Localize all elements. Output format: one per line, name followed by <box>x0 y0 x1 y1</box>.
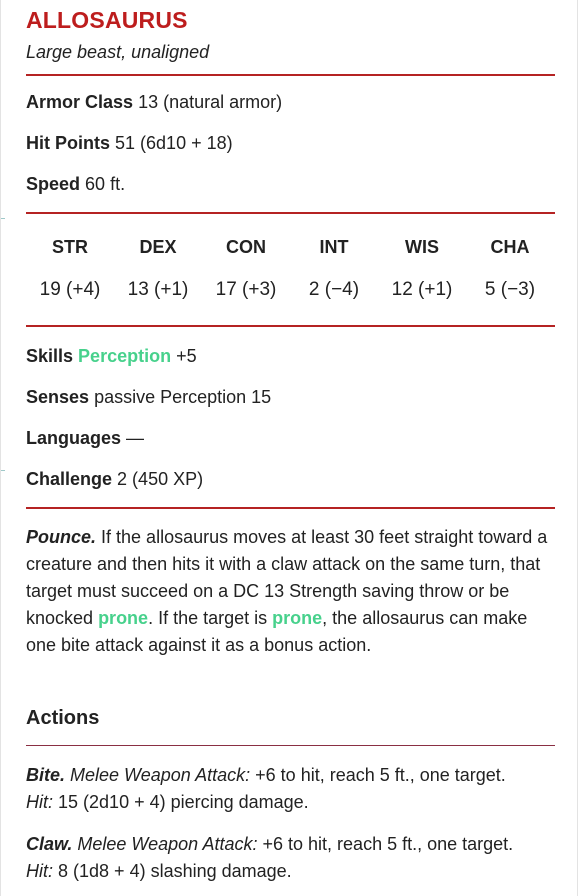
languages-value: — <box>126 428 145 448</box>
ability-score-str: 19 (+4) <box>39 279 101 300</box>
hit-text: 8 (1d8 + 4) slashing damage. <box>58 861 292 881</box>
ability-score-cha: 5 (−3) <box>484 279 536 300</box>
attack-type: Melee Weapon Attack: <box>77 834 258 854</box>
hit-text: 15 (2d10 + 4) piercing damage. <box>58 792 309 812</box>
action-name: Bite. <box>26 765 66 785</box>
attack-text: +6 to hit, reach 5 ft., one target. <box>255 765 506 785</box>
hit-points-row <box>26 133 233 154</box>
speed-label: Speed <box>26 174 81 194</box>
ability-score-dex: 13 (+1) <box>127 279 189 300</box>
monster-meta: Large beast, unaligned <box>26 42 210 62</box>
ability-score-con: 17 (+3) <box>215 279 277 300</box>
languages-label: Languages <box>26 428 122 448</box>
senses-value: passive Perception 15 <box>94 387 272 407</box>
speed-row <box>26 174 125 195</box>
actions-divider <box>26 745 555 746</box>
challenge-label: Challenge <box>26 469 113 489</box>
trait-text: If the allosaurus moves at least 30 feet straight toward a creature and then hits it with a claw attack on the same turn, that target must succeed on a DC 13 Strength saving throw or be knocked <box>26 527 548 628</box>
section-divider <box>26 212 555 214</box>
trait-text: . If the target is <box>148 608 268 628</box>
skills-row <box>26 346 197 367</box>
monster-name: ALLOSAURUS <box>26 7 188 33</box>
actions-heading: Actions <box>26 707 100 729</box>
ability-name-wis: WIS <box>405 237 439 257</box>
ability-name-con: CON <box>226 237 266 257</box>
hit-points-value: 51 (6d10 + 18) <box>115 133 233 153</box>
ability-score-wis: 12 (+1) <box>391 279 453 300</box>
ability-name-str: STR <box>52 237 88 257</box>
senses-row <box>26 387 271 408</box>
trait-name: Pounce. <box>26 527 97 547</box>
armor-class-value: 13 (natural armor) <box>138 92 283 112</box>
edge-mark <box>1 470 5 471</box>
action-bite <box>26 762 556 816</box>
prone-link[interactable]: prone <box>272 608 323 628</box>
ability-name-dex: DEX <box>139 237 177 257</box>
challenge-row <box>26 469 203 490</box>
skills-label: Skills <box>26 346 74 366</box>
hit-label: Hit: <box>26 861 53 881</box>
ability-score-int: 2 (−4) <box>308 279 360 300</box>
section-divider <box>26 507 555 509</box>
prone-link[interactable]: prone <box>98 608 149 628</box>
armor-class-row <box>26 92 282 113</box>
speed-value: 60 ft. <box>85 174 126 194</box>
attack-type: Melee Weapon Attack: <box>70 765 251 785</box>
skills-value: +5 <box>176 346 197 366</box>
ability-name-int: INT <box>319 237 349 257</box>
ability-name-cha: CHA <box>490 237 530 257</box>
action-claw <box>26 831 556 885</box>
edge-mark <box>1 218 5 219</box>
action-name: Claw. <box>26 834 73 854</box>
armor-class-label: Armor Class <box>26 92 134 112</box>
challenge-value: 2 (450 XP) <box>117 469 204 489</box>
senses-label: Senses <box>26 387 90 407</box>
languages-row <box>26 428 144 449</box>
hit-points-label: Hit Points <box>26 133 110 153</box>
trait-pounce <box>26 524 556 659</box>
hit-label: Hit: <box>26 792 53 812</box>
section-divider <box>26 74 555 76</box>
trait-text: , the allosaurus can make one bite attack against it as a bonus action. <box>26 608 528 655</box>
section-divider <box>26 325 555 327</box>
perception-link[interactable]: Perception <box>78 346 172 366</box>
attack-text: +6 to hit, reach 5 ft., one target. <box>262 834 514 854</box>
